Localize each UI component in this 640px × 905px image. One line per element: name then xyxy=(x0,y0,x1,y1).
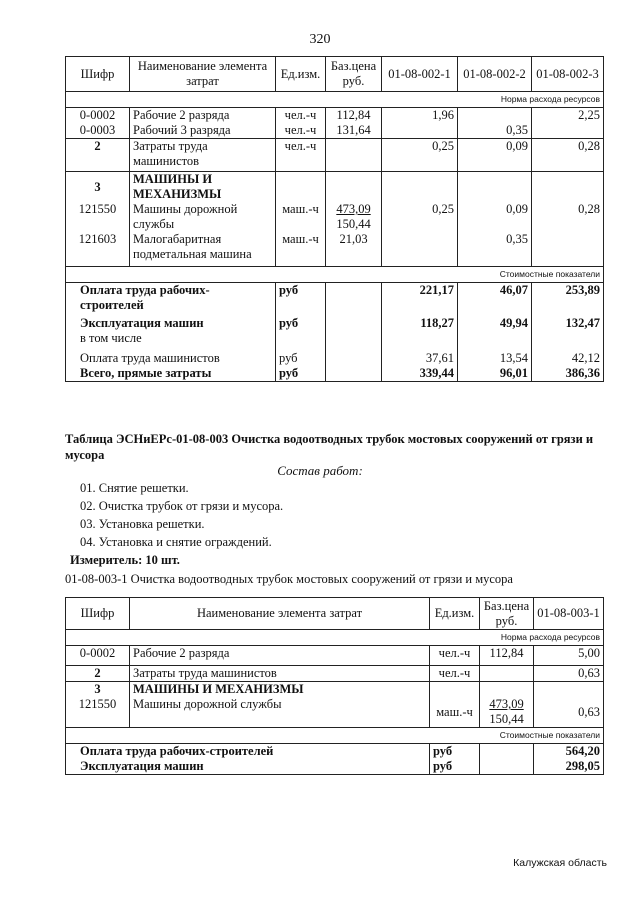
header-unit: Ед.изм. xyxy=(276,57,326,92)
table-row xyxy=(66,232,604,266)
footer-region: Калужская область xyxy=(513,857,607,869)
table-row xyxy=(66,123,604,139)
section-norm-label: Норма расхода ресурсов xyxy=(66,630,604,646)
row-value-1: 5,00 xyxy=(534,646,604,666)
row-name: Машины дорожной службы xyxy=(130,697,430,728)
row-code: 0-0003 xyxy=(66,123,130,139)
section-norm-label: Норма расхода ресурсов xyxy=(66,92,604,108)
row-price xyxy=(480,697,534,728)
table-row xyxy=(66,108,604,124)
resource-table-01-08-002 xyxy=(65,56,604,382)
cost-row xyxy=(66,316,604,346)
cost-name: Оплата труда машинистов xyxy=(66,346,276,366)
cost-value-2: 96,01 xyxy=(458,366,532,382)
row-unit: маш.-ч xyxy=(430,697,480,728)
row-name: Затраты труда машинистов xyxy=(130,139,276,172)
section-cost-row xyxy=(66,266,604,282)
row-unit: чел.-ч xyxy=(430,666,480,682)
cost-row xyxy=(66,744,604,760)
row-name: Машины дорожной службы xyxy=(130,202,276,232)
row-price xyxy=(326,139,382,172)
cost-value-2: 13,54 xyxy=(458,346,532,366)
row-unit: чел.-ч xyxy=(276,139,326,172)
cost-row-total xyxy=(66,366,604,382)
row-price xyxy=(326,202,382,232)
cost-unit: руб xyxy=(276,282,326,316)
row-unit: маш.-ч xyxy=(276,202,326,232)
row-code: 2 xyxy=(66,139,130,172)
row-code: 121550 xyxy=(66,202,130,232)
cost-unit: руб xyxy=(276,366,326,382)
row-name: Рабочие 2 разряда xyxy=(130,108,276,124)
price-underlined: 473,09 xyxy=(489,697,524,711)
header-col-1: 01-08-003-1 xyxy=(534,598,604,630)
row-value-1 xyxy=(382,232,458,266)
works-item: 02. Очистка трубок от грязи и мусора. xyxy=(80,499,284,513)
works-item: 01. Снятие решетки. xyxy=(80,481,189,495)
row-code: 121603 xyxy=(66,232,130,266)
row-name: Затраты труда машинистов xyxy=(130,666,430,682)
row-value-3 xyxy=(532,123,604,139)
cost-name: Эксплуатация машин xyxy=(66,759,430,775)
cost-value-2: 49,94 xyxy=(458,316,532,346)
cost-subnote: в том числе xyxy=(80,331,142,345)
header-code: Шифр xyxy=(66,57,130,92)
cost-value-1: 339,44 xyxy=(382,366,458,382)
header-code: Шифр xyxy=(66,598,130,630)
header-unit: Ед.изм. xyxy=(430,598,480,630)
row-price: 112,84 xyxy=(480,646,534,666)
row-price: 21,03 xyxy=(326,232,382,266)
cost-unit: руб xyxy=(276,316,326,346)
price-underlined: 473,09 xyxy=(336,202,371,216)
cost-value-3: 42,12 xyxy=(532,346,604,366)
row-code: 3 xyxy=(66,172,130,203)
table-row xyxy=(66,139,604,172)
table-title: Таблица ЭСНиЕРс-01-08-003 Очистка водоотводных трубок мостовых сооружений от грязи и мусора xyxy=(65,432,594,462)
section-norm-row xyxy=(66,92,604,108)
row-unit: чел.-ч xyxy=(430,646,480,666)
cost-name: Оплата труда рабочих-строителей xyxy=(66,744,430,760)
row-value-2 xyxy=(458,108,532,124)
cost-value-3: 386,36 xyxy=(532,366,604,382)
header-price: Баз.цена руб. xyxy=(326,57,382,92)
header-col-2: 01-08-002-2 xyxy=(458,57,532,92)
section-cost-row xyxy=(66,728,604,744)
table-header-row xyxy=(66,598,604,630)
row-price: 112,84 xyxy=(326,108,382,124)
cost-row xyxy=(66,282,604,316)
row-price: 131,64 xyxy=(326,123,382,139)
works-item: 04. Установка и снятие ограждений. xyxy=(80,535,272,549)
table-row xyxy=(66,682,604,698)
row-value-3: 2,25 xyxy=(532,108,604,124)
row-code: 0-0002 xyxy=(66,108,130,124)
row-value-2: 0,09 xyxy=(458,139,532,172)
row-name: МАШИНЫ И МЕХАНИЗМЫ xyxy=(130,172,276,203)
section-cost-label: Стоимостные показатели xyxy=(66,266,604,282)
row-name: МАШИНЫ И МЕХАНИЗМЫ xyxy=(130,682,430,698)
cost-value-1: 564,20 xyxy=(534,744,604,760)
meter-label: Измеритель: 10 шт. xyxy=(70,553,180,567)
row-value-2: 0,35 xyxy=(458,232,532,266)
table-row xyxy=(66,697,604,728)
row-name: Малогабаритная подметальная машина xyxy=(130,232,276,266)
row-value-2: 0,09 xyxy=(458,202,532,232)
cost-name: Оплата труда рабочих-строителей xyxy=(66,282,276,316)
cost-row xyxy=(66,346,604,366)
header-col-3: 01-08-002-3 xyxy=(532,57,604,92)
works-title: Состав работ: xyxy=(277,463,363,478)
cost-row xyxy=(66,759,604,775)
row-value-1: 0,25 xyxy=(382,202,458,232)
cost-name: Всего, прямые затраты xyxy=(66,366,276,382)
row-value-1: 1,96 xyxy=(382,108,458,124)
row-price xyxy=(480,666,534,682)
cost-value-1: 118,27 xyxy=(382,316,458,346)
row-unit: маш.-ч xyxy=(276,232,326,266)
cost-value-3: 253,89 xyxy=(532,282,604,316)
table-row xyxy=(66,646,604,666)
cost-value-2: 46,07 xyxy=(458,282,532,316)
cost-unit: руб xyxy=(276,346,326,366)
header-name: Наименование элемента затрат xyxy=(130,57,276,92)
row-value-2: 0,35 xyxy=(458,123,532,139)
row-code: 121550 xyxy=(66,697,130,728)
cost-value-3: 132,47 xyxy=(532,316,604,346)
row-code: 0-0002 xyxy=(66,646,130,666)
section-norm-row xyxy=(66,630,604,646)
resource-table-01-08-003 xyxy=(65,597,604,775)
row-code: 2 xyxy=(66,666,130,682)
header-name: Наименование элемента затрат xyxy=(130,598,430,630)
table-row xyxy=(66,172,604,203)
works-item: 03. Установка решетки. xyxy=(80,517,205,531)
row-value-3 xyxy=(532,232,604,266)
row-unit: чел.-ч xyxy=(276,123,326,139)
section-cost-label: Стоимостные показатели xyxy=(66,728,604,744)
table-row xyxy=(66,666,604,682)
cost-unit: руб xyxy=(430,759,480,775)
row-name: Рабочий 3 разряда xyxy=(130,123,276,139)
header-col-1: 01-08-002-1 xyxy=(382,57,458,92)
cost-name: Эксплуатация машин xyxy=(80,316,204,330)
cost-unit: руб xyxy=(430,744,480,760)
price-secondary: 150,44 xyxy=(489,712,524,726)
cost-value-1: 37,61 xyxy=(382,346,458,366)
row-value-1 xyxy=(382,123,458,139)
price-secondary: 150,44 xyxy=(336,217,371,231)
row-value-3: 0,28 xyxy=(532,202,604,232)
table-row xyxy=(66,202,604,232)
cost-value-1: 221,17 xyxy=(382,282,458,316)
row-value-3: 0,28 xyxy=(532,139,604,172)
row-value-1: 0,25 xyxy=(382,139,458,172)
page-number: 320 xyxy=(309,32,331,47)
row-code: 3 xyxy=(66,682,130,698)
table-header-row xyxy=(66,57,604,92)
row-value-1: 0,63 xyxy=(534,666,604,682)
row-unit: чел.-ч xyxy=(276,108,326,124)
header-price: Баз.цена руб. xyxy=(480,598,534,630)
row-value-1: 0,63 xyxy=(534,697,604,728)
cost-value-1: 298,05 xyxy=(534,759,604,775)
row-name: Рабочие 2 разряда xyxy=(130,646,430,666)
code-line: 01-08-003-1 Очистка водоотводных трубок мостовых сооружений от грязи и мусора xyxy=(65,572,513,586)
